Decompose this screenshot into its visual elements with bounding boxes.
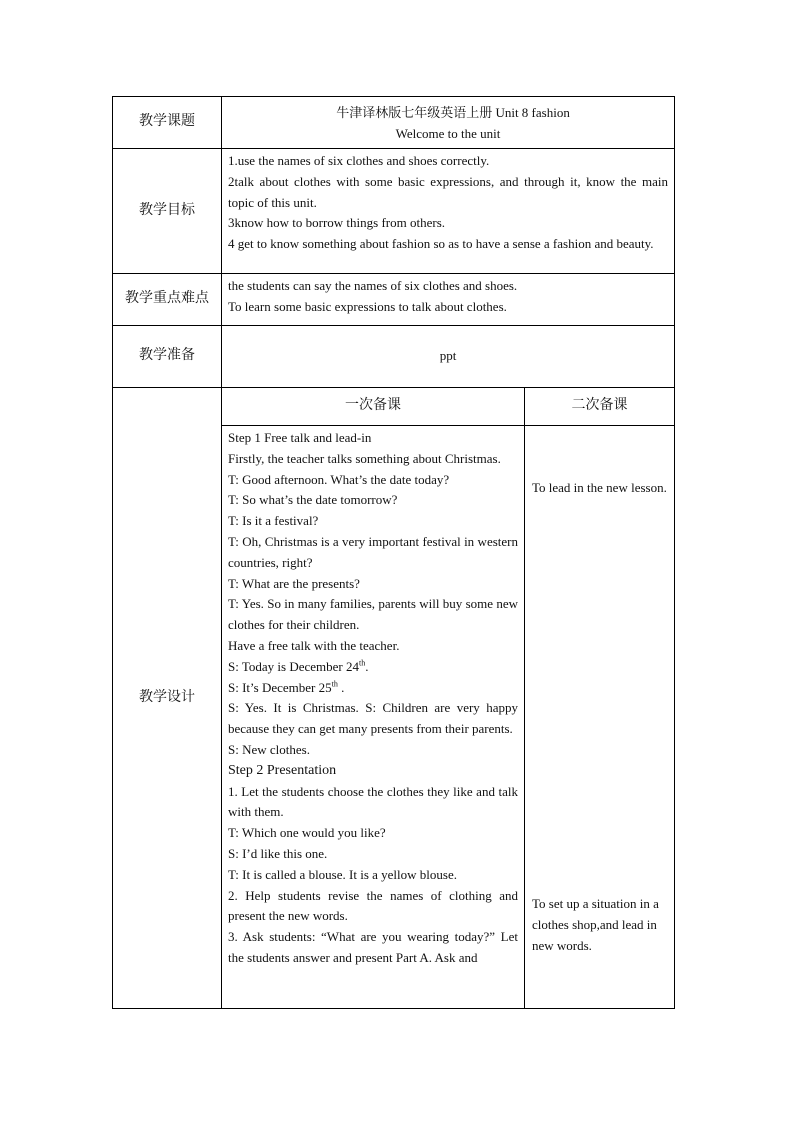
prep-value: ppt (222, 326, 675, 388)
ordinal-suffix: th (331, 679, 338, 689)
design-col2-cell (525, 426, 675, 1009)
goals-cell (222, 149, 675, 274)
date-text: S: Today is December 24 (228, 658, 359, 674)
keypoints-label: 教学重点难点 (113, 274, 222, 326)
design-note-2: To set up a situation in a clothes shop,and lead in new words. (532, 896, 659, 953)
design-line: T: Good afternoon. What’s the date today? (228, 471, 450, 487)
topic-title-line1: 牛津译林版七年级英语上册 Unit 8 fashion (336, 104, 570, 120)
design-line: Have a free talk with the teacher. (228, 637, 400, 653)
lesson-plan-table (112, 96, 675, 1009)
design-line: Firstly, the teacher talks something about Christmas. (228, 450, 501, 466)
design-line: T: Which one would you like? (228, 825, 386, 841)
punct: . (337, 679, 345, 695)
goals-label: 教学目标 (113, 149, 222, 274)
goal-item: 3know how to borrow things from others. (228, 215, 446, 231)
design-line: 1. Let the students choose the clothes they like and talk with them. (228, 783, 518, 820)
ordinal-suffix: th (359, 658, 366, 668)
step-heading: Step 2 Presentation (228, 762, 337, 778)
keypoints-cell (222, 274, 675, 326)
keypoints-row (113, 274, 675, 326)
topic-title-cell (222, 97, 675, 149)
design-line: T: Is it a festival? (228, 513, 319, 529)
design-line: T: It is called a blouse. It is a yellow blouse. (228, 866, 457, 882)
keypoint-item: To learn some basic expressions to talk about clothes. (228, 298, 507, 314)
design-line: S: Yes. It is Christmas. S: Children are very happy because they can get many presents from their parents. (228, 700, 518, 737)
design-line-date-25 (228, 678, 518, 699)
topic-label: 教学课题 (113, 97, 222, 149)
prep-row (113, 326, 675, 388)
design-header-row (113, 388, 675, 426)
col2-header: 二次备课 (525, 388, 675, 426)
design-line: S: I’d like this one. (228, 845, 328, 861)
prep-label: 教学准备 (113, 326, 222, 388)
design-line: T: Yes. So in many families, parents will buy some new clothes for their children. (228, 596, 518, 633)
topic-row (113, 97, 675, 149)
design-label: 教学设计 (113, 388, 222, 1009)
design-line: T: So what’s the date tomorrow? (228, 492, 398, 508)
design-line: T: Oh, Christmas is a very important festival in western countries, right? (228, 533, 518, 570)
design-line-date-24 (228, 657, 518, 678)
goal-item: 2talk about clothes with some basic expressions, and through it, know the main topic of this unit. (228, 173, 669, 210)
punct: . (365, 658, 369, 674)
design-note-1: To lead in the new lesson. (532, 480, 667, 495)
col1-header: 一次备课 (222, 388, 525, 426)
goal-item: 1.use the names of six clothes and shoes correctly. (228, 153, 490, 168)
design-col1-cell (222, 426, 525, 1009)
keypoint-item: the students can say the names of six clothes and shoes. (228, 278, 518, 293)
goals-row (113, 149, 675, 274)
goal-item: 4 get to know something about fashion so as to have a sense a fashion and beauty. (228, 236, 654, 252)
topic-title-line2: Welcome to the unit (395, 125, 501, 141)
design-line: 2. Help students revise the names of clothing and present the new words. (228, 887, 518, 924)
design-line: S: New clothes. (228, 741, 310, 757)
step-heading: Step 1 Free talk and lead-in (228, 430, 372, 445)
design-line: T: What are the presents? (228, 575, 360, 591)
design-line: 3. Ask students: “What are you wearing today?” Let the students answer and present Part A. Ask and (228, 929, 518, 965)
date-text: S: It’s December 25 (228, 679, 332, 695)
